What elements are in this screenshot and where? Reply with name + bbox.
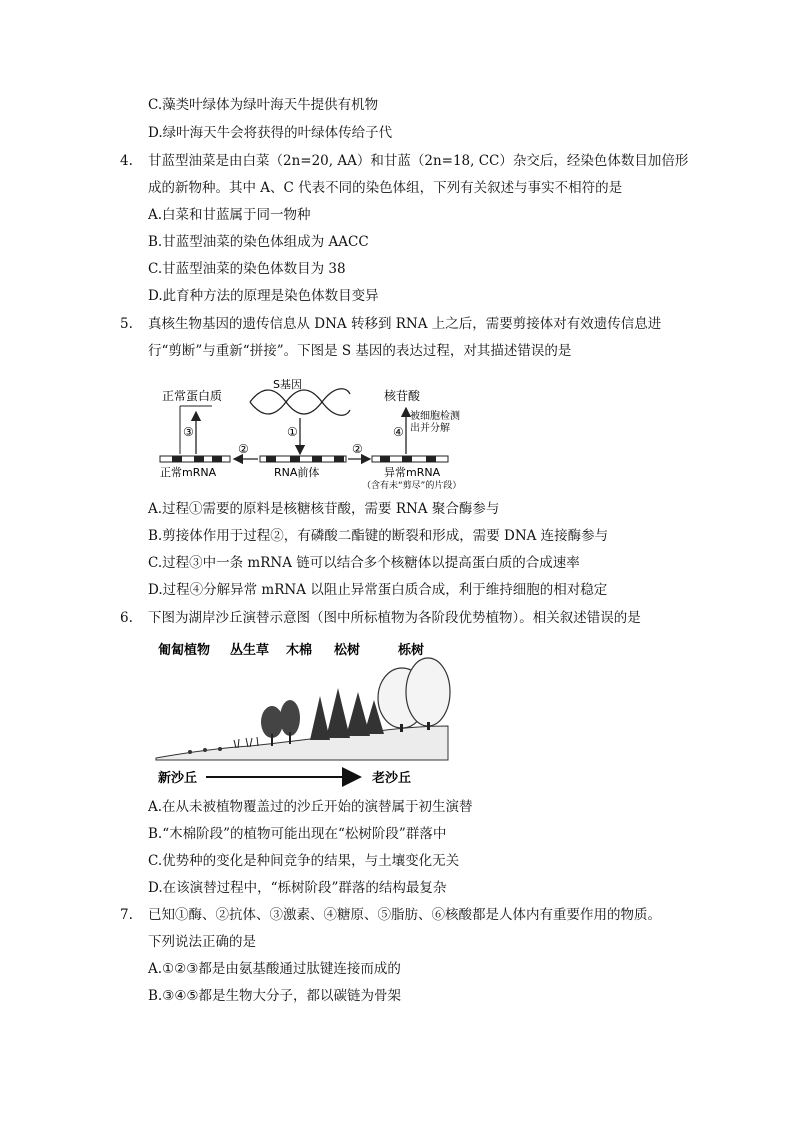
normal-mrna-bar — [160, 456, 230, 462]
q6-option-b: B.“木棉阶段”的植物可能出现在“松树阶段”群落中 — [148, 826, 447, 842]
q3-option-d: D.绿叶海天牛会将获得的叶绿体传给子代 — [148, 125, 393, 141]
label-abnormal-note: （含有未“剪尽”的片段） — [362, 481, 462, 490]
q6-stem: 下图为湖岸沙丘演替示意图（图中所标植物为各阶段优势植物）。相关叙述错误的是 — [148, 610, 641, 626]
label-rna-precursor: RNA前体 — [274, 466, 320, 479]
rna-precursor-bar — [260, 456, 346, 462]
q5-number: 5. — [120, 316, 133, 332]
q7-stem-line1: 已知①酶、②抗体、③激素、④糖原、⑤脂肪、⑥核酸都是人体内有重要作用的物质。 — [148, 907, 661, 923]
label-normal-protein: 正常蛋白质 — [162, 389, 223, 403]
q5-option-a: A.过程①需要的原料是核糖核苷酸，需要 RNA 聚合酶参与 — [148, 501, 500, 517]
q6-number: 6. — [120, 610, 133, 626]
label-new-dune: 新沙丘 — [158, 771, 198, 786]
step3-marker: ③ — [183, 425, 194, 439]
label-old-dune: 老沙丘 — [372, 771, 412, 786]
label-plant1: 匍匐植物 — [158, 643, 211, 658]
dna-helix-icon — [250, 389, 350, 416]
q7-option-a: A.①②③都是由氨基酸通过肽键连接而成的 — [148, 961, 401, 977]
abnormal-mrna-bar — [372, 456, 448, 462]
dune-ground — [156, 726, 448, 760]
step4-marker: ④ — [393, 425, 404, 439]
label-normal-mrna: 正常mRNA — [160, 466, 217, 479]
q4-option-c: C.甘蓝型油菜的染色体数目为 38 — [148, 261, 346, 277]
label-plant4: 松树 — [334, 643, 361, 658]
q5-option-d: D.过程④分解异常 mRNA 以阻止异常蛋白质合成，利于维持细胞的相对稳定 — [148, 582, 608, 598]
sand-dune-succession-diagram — [150, 636, 452, 790]
q4-stem-line1: 甘蓝型油菜是由白菜（2n=20, AA）和甘蓝（2n=18, CC）杂交后，经染色体数目加倍形 — [148, 153, 689, 169]
pine-trees-icon — [310, 688, 384, 740]
q5-option-c: C.过程③中一条 mRNA 链可以结合多个核糖体以提高蛋白质的合成速率 — [148, 555, 580, 571]
q4-option-b: B.甘蓝型油菜的染色体组成为 AACC — [148, 234, 369, 250]
label-plant3: 木棉 — [286, 643, 313, 658]
q4-number: 4. — [120, 153, 133, 169]
label-detect-line2: 出并分解 — [410, 423, 450, 434]
label-s-gene: S基因 — [273, 378, 302, 391]
q5-stem-line2: 行“剪断”与重新“拼接”。下图是 S 基因的表达过程，对其描述错误的是 — [148, 343, 572, 359]
q3-option-c: C.藻类叶绿体为绿叶海天牛提供有机物 — [148, 97, 379, 113]
label-plant5: 栎树 — [398, 643, 425, 658]
label-abnormal-mrna: 异常mRNA — [384, 466, 441, 479]
q6-option-c: C.优势种的变化是种间竞争的结果，与土壤变化无关 — [148, 853, 460, 869]
q5-stem-line1: 真核生物基因的遗传信息从 DNA 转移到 RNA 上之后，需要剪接体对有效遗传信息进 — [148, 316, 662, 332]
q7-stem-line2: 下列说法正确的是 — [148, 934, 256, 950]
q6-option-a: A.在从未被植物覆盖过的沙丘开始的演替属于初生演替 — [148, 799, 473, 815]
q7-number: 7. — [120, 907, 133, 923]
oak-trees-icon — [378, 658, 450, 732]
step1-marker: ① — [287, 425, 298, 439]
s-gene-expression-diagram — [150, 372, 480, 490]
label-detect-line1: 被细胞检测 — [410, 411, 460, 422]
label-plant2: 丛生草 — [230, 643, 270, 658]
cottonwood-trees-icon — [261, 700, 300, 746]
q7-option-b: B.③④⑤都是生物大分子，都以碳链为骨架 — [148, 988, 402, 1004]
step2-marker-right: ② — [352, 442, 363, 456]
q6-option-d: D.在该演替过程中，“栎树阶段”群落的结构最复杂 — [148, 880, 447, 896]
q4-stem-line2: 成的新物种。其中 A、C 代表不同的染色体组，下列有关叙述与事实不相符的是 — [148, 180, 623, 196]
q4-option-d: D.此育种方法的原理是染色体数目变异 — [148, 288, 379, 304]
q5-option-b: B.剪接体作用于过程②，有磷酸二酯键的断裂和形成，需要 DNA 连接酶参与 — [148, 528, 609, 544]
label-nucleotide: 核苷酸 — [384, 389, 421, 403]
step2-marker-left: ② — [238, 442, 249, 456]
q4-option-a: A.白菜和甘蓝属于同一物种 — [148, 207, 311, 223]
